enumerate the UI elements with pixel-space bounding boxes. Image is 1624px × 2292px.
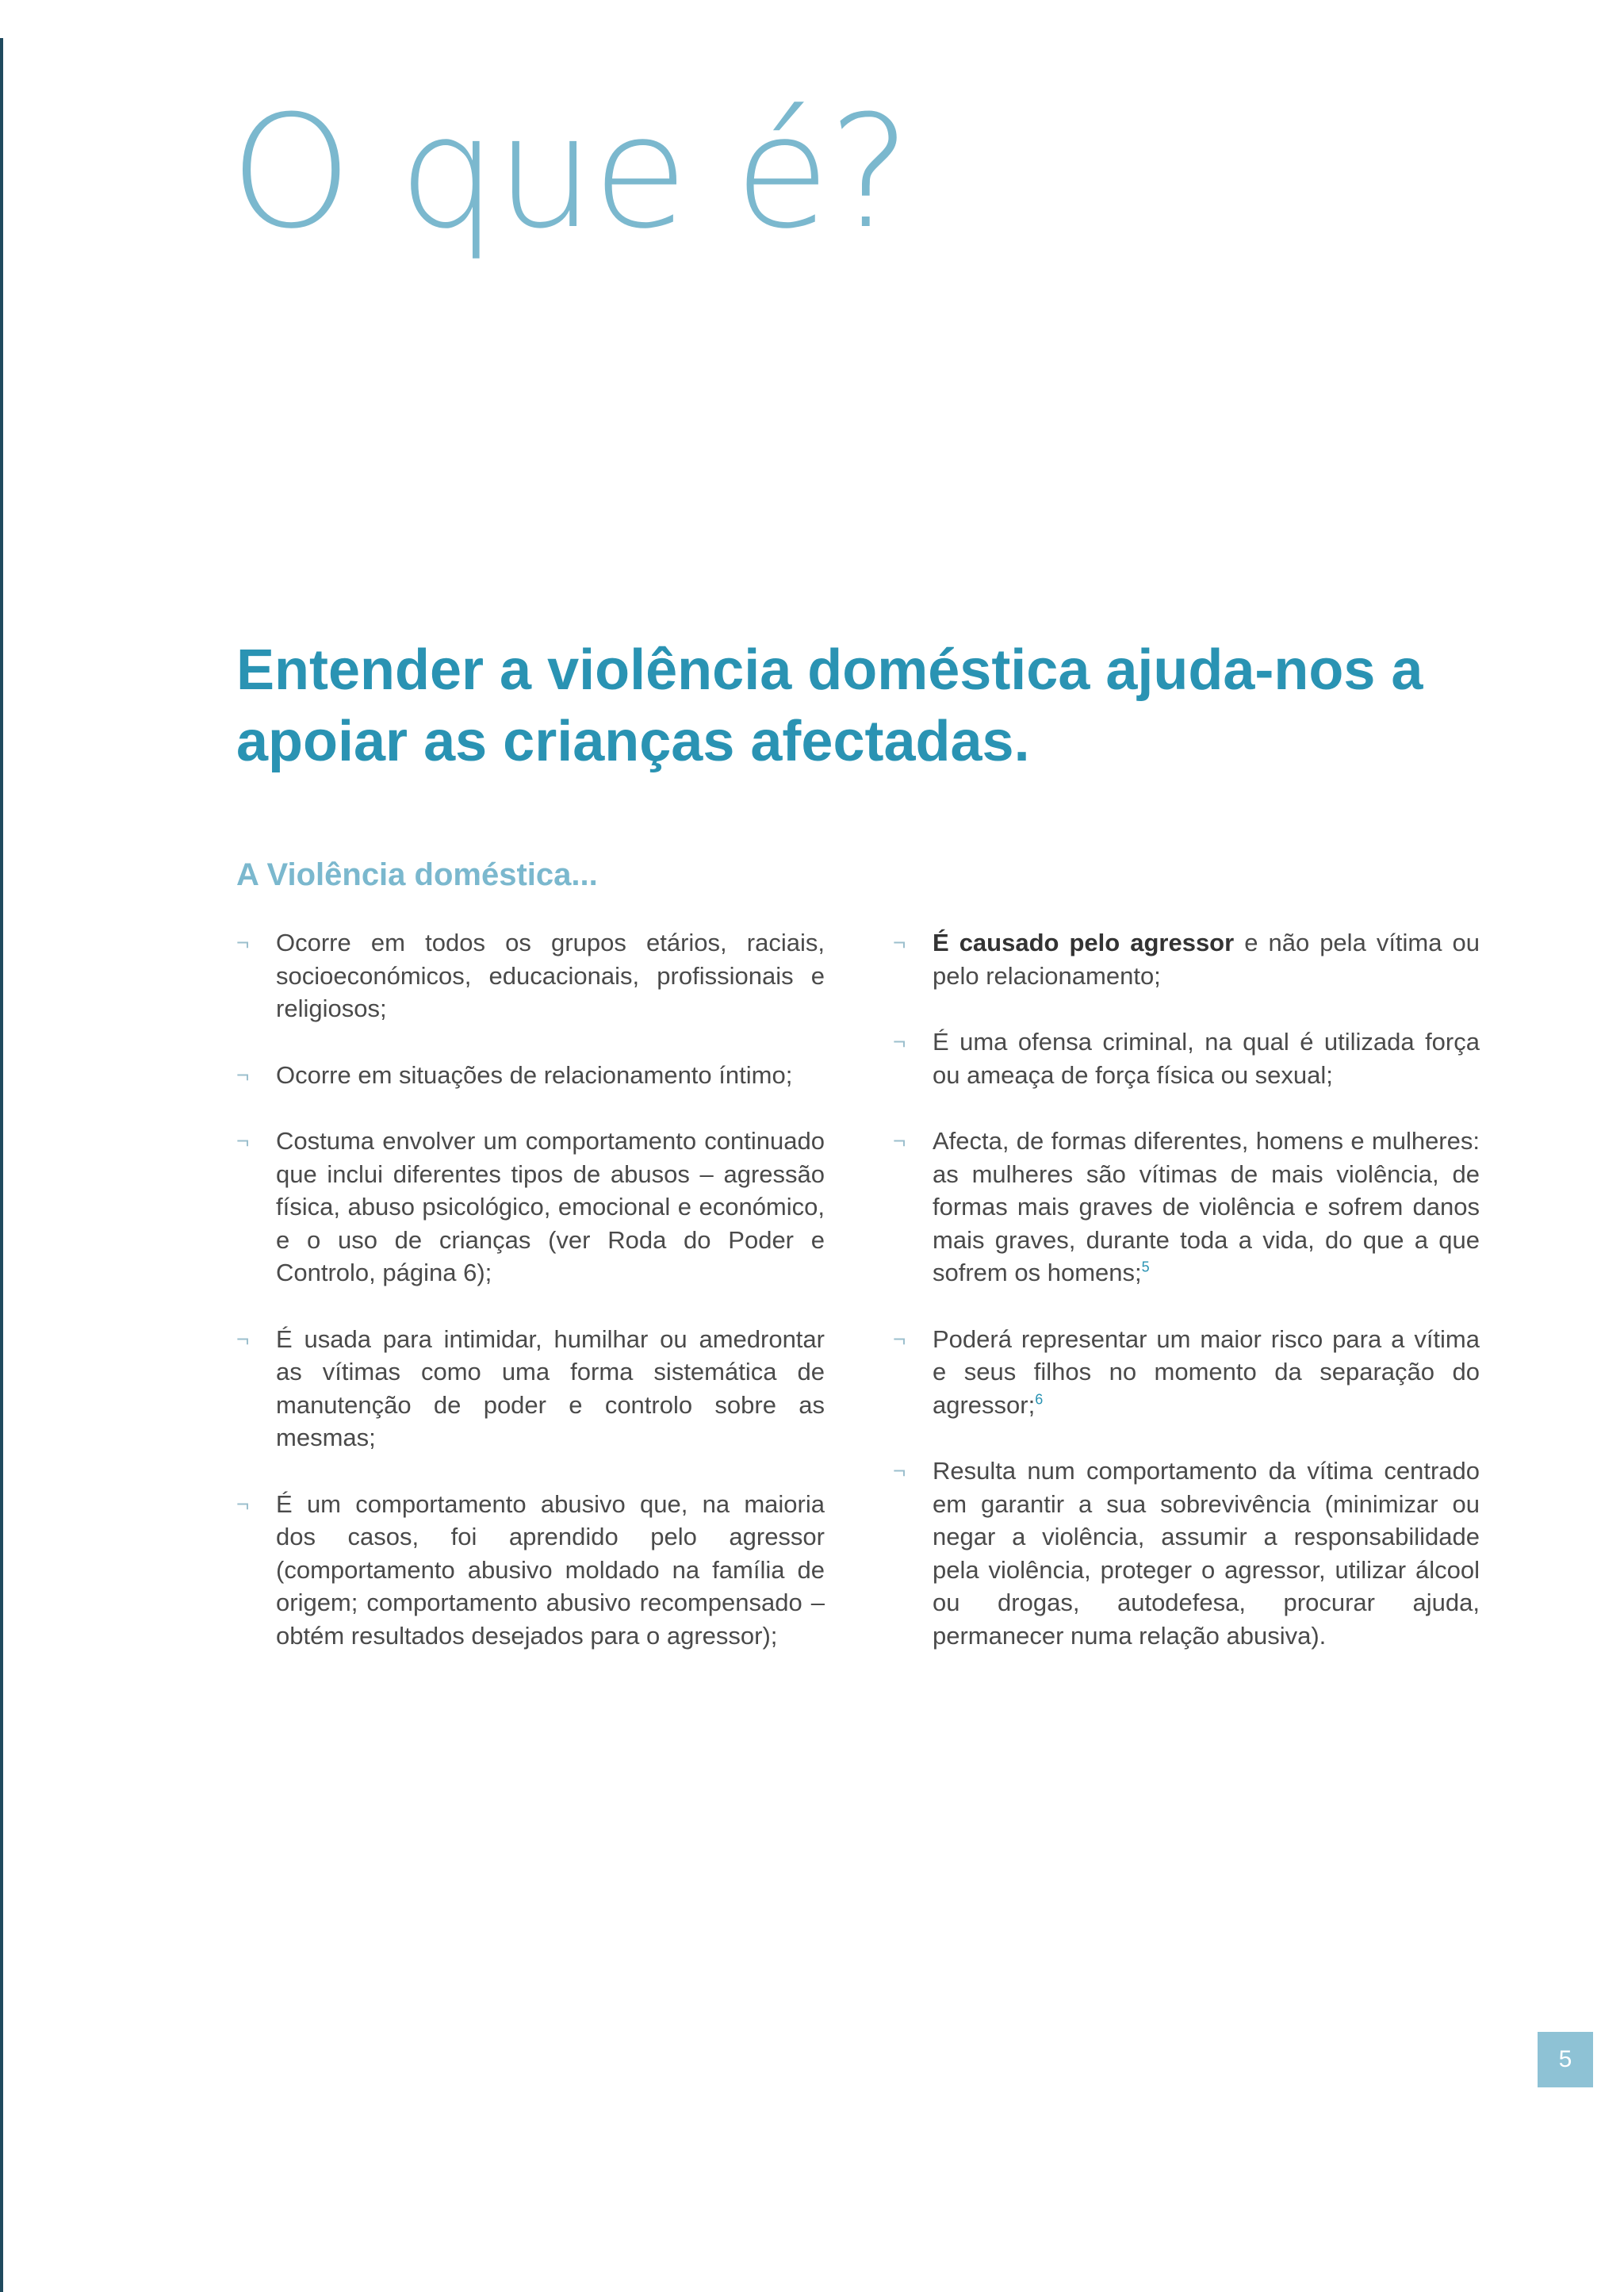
list-item: [893, 1455, 1480, 1652]
list-item-text: Afecta, de formas diferentes, homens e mulheres: as mulheres são vítimas de mais violência, de formas mais graves de violência e sofrem danos mais graves, durante toda a vida, do que a que sofrem os homens;: [933, 1127, 1480, 1286]
left-edge-rule: [0, 38, 3, 2292]
list-item-text: Resulta num comportamento da vítima centrado em garantir a sua sobrevivência (minimizar ou negar a violência, assumir a responsabilidade pela violência, proteger o agressor, utilizar álcool ou drogas, autodefesa, procurar ajuda, permanecer numa relação abusiva).: [933, 1457, 1480, 1650]
footnote-ref[interactable]: 6: [1035, 1391, 1044, 1408]
page-number-badge: 5: [1538, 2032, 1593, 2087]
bullet-icon: ¬: [236, 1062, 250, 1087]
list-item: [236, 1059, 825, 1092]
bullet-icon: ¬: [236, 1491, 250, 1516]
bullet-icon: ¬: [893, 1326, 906, 1351]
list-item: [236, 1323, 825, 1455]
footnote-ref[interactable]: 5: [1141, 1259, 1150, 1275]
list-item-emphasis: É causado pelo agressor: [933, 929, 1235, 956]
left-column: [236, 926, 825, 1685]
list-item: [893, 1323, 1480, 1422]
list-item: [893, 1025, 1480, 1091]
list-item-text: Poderá representar um maior risco para a vítima e seus filhos no momento da separação do agressor;: [933, 1324, 1480, 1419]
list-item-text: Costuma envolver um comportamento continuado que inclui diferentes tipos de abusos – agressão física, abuso psicológico, emocional e económico, e o uso de crianças (ver Roda do Poder e Controlo, página 6);: [276, 1127, 825, 1286]
bullet-icon: ¬: [893, 930, 906, 955]
list-item-text: Ocorre em todos os grupos etários, raciais, socioeconómicos, educacionais, profissionais e religiosos;: [276, 929, 825, 1022]
list-item-text: É usada para intimidar, humilhar ou amedrontar as vítimas como uma forma sistemática de manutenção de poder e controlo sobre as mesmas;: [276, 1324, 825, 1451]
list-item: [236, 1125, 825, 1290]
list-item-text: Ocorre em situações de relacionamento íntimo;: [276, 1060, 793, 1089]
bullet-icon: ¬: [893, 1029, 906, 1054]
bullet-icon: ¬: [893, 1129, 906, 1153]
list-item-text: É um comportamento abusivo que, na maioria dos casos, foi aprendido pelo agressor (comportamento abusivo moldado na família de origem; comportamento abusivo recompensado – obtém resultados desejados para o agressor);: [276, 1489, 825, 1650]
list-item-text: É uma ofensa criminal, na qual é utilizada força ou ameaça de força física ou sexual;: [933, 1028, 1480, 1089]
page-title: O que é?: [230, 82, 910, 263]
bullet-icon: ¬: [893, 1458, 906, 1483]
right-column: [893, 926, 1480, 1685]
lead-heading: Entender a violência doméstica ajuda-nos a apoiar as crianças afectadas.: [236, 638, 1423, 773]
bullet-icon: ¬: [236, 930, 250, 955]
bullet-icon: ¬: [236, 1129, 250, 1153]
list-item: [236, 1488, 825, 1653]
list-item: [893, 926, 1480, 992]
list-item-text: e não pela vítima ou pelo relacionamento;: [933, 929, 1480, 990]
bullet-icon: ¬: [236, 1326, 250, 1351]
list-item: [893, 1125, 1480, 1290]
list-item: [236, 926, 825, 1025]
section-heading: A Violência doméstica...: [236, 857, 598, 892]
